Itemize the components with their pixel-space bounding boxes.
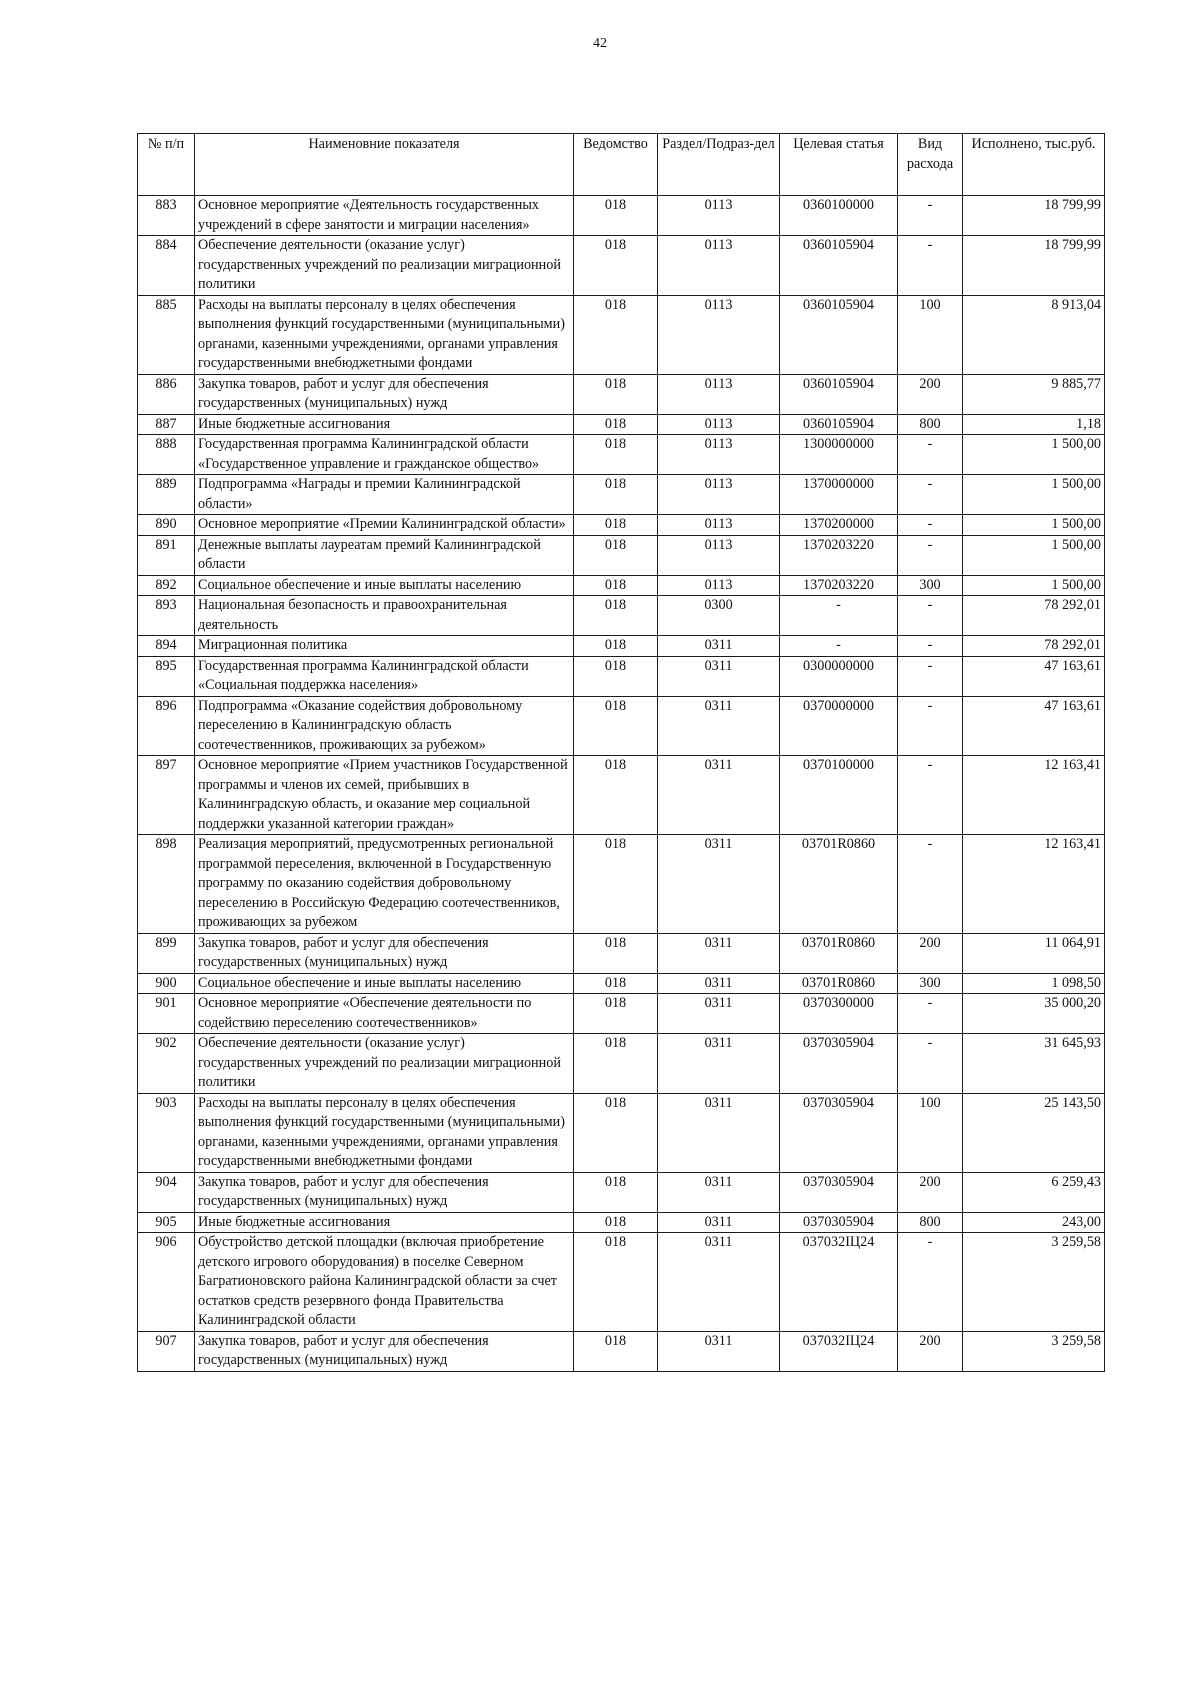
- row-section: 0311: [658, 835, 780, 934]
- row-kind: -: [898, 756, 963, 835]
- row-department: 018: [574, 1212, 658, 1233]
- row-target: -: [780, 596, 898, 636]
- row-name: Миграционная политика: [195, 636, 574, 657]
- row-number: 895: [138, 656, 195, 696]
- row-section: 0113: [658, 535, 780, 575]
- header-kind: Вид расхода: [898, 134, 963, 196]
- table-row: [138, 696, 1105, 756]
- row-number: 905: [138, 1212, 195, 1233]
- row-department: 018: [574, 933, 658, 973]
- row-section: 0311: [658, 1093, 780, 1172]
- row-number: 893: [138, 596, 195, 636]
- header-name: Наименовние показателя: [195, 134, 574, 196]
- row-amount: 11 064,91: [963, 933, 1105, 973]
- row-number: 904: [138, 1172, 195, 1212]
- table-row: [138, 1212, 1105, 1233]
- table-row: [138, 1331, 1105, 1371]
- row-amount: 1 098,50: [963, 973, 1105, 994]
- table-row: [138, 515, 1105, 536]
- row-kind: -: [898, 435, 963, 475]
- table-row: [138, 1093, 1105, 1172]
- row-number: 900: [138, 973, 195, 994]
- table-row: [138, 535, 1105, 575]
- table-row: [138, 656, 1105, 696]
- row-section: 0113: [658, 196, 780, 236]
- row-kind: -: [898, 994, 963, 1034]
- row-department: 018: [574, 236, 658, 296]
- row-kind: -: [898, 1233, 963, 1332]
- row-amount: 3 259,58: [963, 1233, 1105, 1332]
- row-section: 0113: [658, 374, 780, 414]
- row-number: 888: [138, 435, 195, 475]
- row-amount: 78 292,01: [963, 596, 1105, 636]
- header-num: № п/п: [138, 134, 195, 196]
- row-target: 03701R0860: [780, 835, 898, 934]
- row-name: Социальное обеспечение и иные выплаты населению: [195, 575, 574, 596]
- row-department: 018: [574, 1233, 658, 1332]
- row-target: -: [780, 636, 898, 657]
- row-amount: 1 500,00: [963, 435, 1105, 475]
- row-name: Основное мероприятие «Прием участников Государственной программы и членов их семей, прибывших в Калининградскую область, и оказание мер социальной поддержки указанной категории граждан»: [195, 756, 574, 835]
- row-name: Подпрограмма «Награды и премии Калининградской области»: [195, 475, 574, 515]
- row-amount: 3 259,58: [963, 1331, 1105, 1371]
- row-number: 899: [138, 933, 195, 973]
- row-kind: -: [898, 696, 963, 756]
- row-kind: 200: [898, 374, 963, 414]
- header-department: Ведомство: [574, 134, 658, 196]
- row-name: Основное мероприятие «Обеспечение деятельности по содействию переселению соотечественников»: [195, 994, 574, 1034]
- row-kind: -: [898, 236, 963, 296]
- row-name: Государственная программа Калининградской области «Социальная поддержка населения»: [195, 656, 574, 696]
- table-header-row: [138, 134, 1105, 196]
- table-row: [138, 596, 1105, 636]
- row-kind: -: [898, 636, 963, 657]
- row-name: Национальная безопасность и правоохранительная деятельность: [195, 596, 574, 636]
- row-amount: 31 645,93: [963, 1034, 1105, 1094]
- row-name: Расходы на выплаты персоналу в целях обеспечения выполнения функций государственными (муниципальными) органами, казенными учреждениями, органами управления государственными внебюджетными фондами: [195, 295, 574, 374]
- row-department: 018: [574, 1034, 658, 1094]
- row-kind: -: [898, 1034, 963, 1094]
- row-kind: -: [898, 656, 963, 696]
- row-department: 018: [574, 515, 658, 536]
- row-target: 0360100000: [780, 196, 898, 236]
- row-amount: 1,18: [963, 414, 1105, 435]
- row-kind: -: [898, 196, 963, 236]
- row-section: 0311: [658, 756, 780, 835]
- row-department: 018: [574, 535, 658, 575]
- row-department: 018: [574, 295, 658, 374]
- table-row: [138, 933, 1105, 973]
- header-amount: Исполнено, тыс.руб.: [963, 134, 1105, 196]
- row-department: 018: [574, 1331, 658, 1371]
- row-kind: 300: [898, 973, 963, 994]
- row-name: Обеспечение деятельности (оказание услуг) государственных учреждений по реализации миграционной политики: [195, 236, 574, 296]
- row-amount: 12 163,41: [963, 835, 1105, 934]
- row-section: 0311: [658, 656, 780, 696]
- row-section: 0311: [658, 1172, 780, 1212]
- row-section: 0300: [658, 596, 780, 636]
- row-section: 0113: [658, 575, 780, 596]
- row-number: 884: [138, 236, 195, 296]
- row-number: 886: [138, 374, 195, 414]
- row-section: 0311: [658, 933, 780, 973]
- row-name: Иные бюджетные ассигнования: [195, 414, 574, 435]
- row-kind: -: [898, 515, 963, 536]
- row-section: 0311: [658, 636, 780, 657]
- row-target: 0370305904: [780, 1212, 898, 1233]
- row-amount: 6 259,43: [963, 1172, 1105, 1212]
- row-section: 0311: [658, 1331, 780, 1371]
- row-section: 0311: [658, 1233, 780, 1332]
- row-number: 896: [138, 696, 195, 756]
- row-name: Иные бюджетные ассигнования: [195, 1212, 574, 1233]
- row-department: 018: [574, 1172, 658, 1212]
- row-department: 018: [574, 575, 658, 596]
- row-target: 0360105904: [780, 295, 898, 374]
- table-row: [138, 1172, 1105, 1212]
- row-department: 018: [574, 756, 658, 835]
- row-number: 894: [138, 636, 195, 657]
- row-name: Основное мероприятие «Премии Калининградской области»: [195, 515, 574, 536]
- table-row: [138, 414, 1105, 435]
- row-amount: 1 500,00: [963, 475, 1105, 515]
- row-name: Закупка товаров, работ и услуг для обеспечения государственных (муниципальных) нужд: [195, 1331, 574, 1371]
- row-amount: 25 143,50: [963, 1093, 1105, 1172]
- row-section: 0311: [658, 1034, 780, 1094]
- row-department: 018: [574, 994, 658, 1034]
- row-department: 018: [574, 696, 658, 756]
- row-number: 891: [138, 535, 195, 575]
- row-kind: 800: [898, 1212, 963, 1233]
- row-kind: 200: [898, 1331, 963, 1371]
- row-target: 1370200000: [780, 515, 898, 536]
- table-body: [138, 196, 1105, 1372]
- row-name: Обустройство детской площадки (включая приобретение детского игрового оборудования) в поселке Северном Багратионовского района Калининградской области за счет остатков средств резервного фонда Правительства Калининградской области: [195, 1233, 574, 1332]
- row-kind: 100: [898, 295, 963, 374]
- row-kind: -: [898, 835, 963, 934]
- row-target: 0370300000: [780, 994, 898, 1034]
- page-number: 42: [593, 36, 607, 51]
- row-name: Закупка товаров, работ и услуг для обеспечения государственных (муниципальных) нужд: [195, 1172, 574, 1212]
- row-target: 0370305904: [780, 1034, 898, 1094]
- row-department: 018: [574, 196, 658, 236]
- row-number: 889: [138, 475, 195, 515]
- row-number: 898: [138, 835, 195, 934]
- table-row: [138, 196, 1105, 236]
- row-kind: 100: [898, 1093, 963, 1172]
- table-row: [138, 994, 1105, 1034]
- row-amount: 18 799,99: [963, 196, 1105, 236]
- row-section: 0113: [658, 515, 780, 536]
- row-section: 0311: [658, 696, 780, 756]
- row-number: 883: [138, 196, 195, 236]
- row-target: 1370000000: [780, 475, 898, 515]
- row-target: 037032IЦ24: [780, 1233, 898, 1332]
- row-amount: 47 163,61: [963, 696, 1105, 756]
- row-amount: 35 000,20: [963, 994, 1105, 1034]
- row-amount: 18 799,99: [963, 236, 1105, 296]
- row-name: Расходы на выплаты персоналу в целях обеспечения выполнения функций государственными (муниципальными) органами, казенными учреждениями, органами управления государственными внебюджетными фондами: [195, 1093, 574, 1172]
- row-target: 0360105904: [780, 374, 898, 414]
- row-amount: 1 500,00: [963, 515, 1105, 536]
- row-name: Реализация мероприятий, предусмотренных региональной программой переселения, включенной в Государственную программу по оказанию содействия добровольному переселению в Российскую Федерацию соотечественников, проживающих за рубежом: [195, 835, 574, 934]
- row-number: 885: [138, 295, 195, 374]
- row-department: 018: [574, 1093, 658, 1172]
- row-department: 018: [574, 973, 658, 994]
- header-section: Раздел/Подраз-дел: [658, 134, 780, 196]
- table-row: [138, 575, 1105, 596]
- row-target: 1370203220: [780, 575, 898, 596]
- row-target: 0370305904: [780, 1172, 898, 1212]
- row-department: 018: [574, 435, 658, 475]
- row-section: 0113: [658, 236, 780, 296]
- table-row: [138, 1034, 1105, 1094]
- row-section: 0311: [658, 973, 780, 994]
- row-target: 0370305904: [780, 1093, 898, 1172]
- row-number: 907: [138, 1331, 195, 1371]
- row-section: 0311: [658, 1212, 780, 1233]
- row-target: 1370203220: [780, 535, 898, 575]
- row-name: Подпрограмма «Оказание содействия добровольному переселению в Калининградскую область соотечественников, проживающих за рубежом»: [195, 696, 574, 756]
- row-number: 892: [138, 575, 195, 596]
- row-department: 018: [574, 374, 658, 414]
- row-name: Социальное обеспечение и иные выплаты населению: [195, 973, 574, 994]
- row-section: 0113: [658, 414, 780, 435]
- table-row: [138, 636, 1105, 657]
- row-amount: 1 500,00: [963, 535, 1105, 575]
- table-row: [138, 1233, 1105, 1332]
- row-section: 0311: [658, 994, 780, 1034]
- row-department: 018: [574, 636, 658, 657]
- row-amount: 1 500,00: [963, 575, 1105, 596]
- row-target: 0370000000: [780, 696, 898, 756]
- row-department: 018: [574, 414, 658, 435]
- row-department: 018: [574, 475, 658, 515]
- row-amount: 78 292,01: [963, 636, 1105, 657]
- table-row: [138, 435, 1105, 475]
- row-department: 018: [574, 656, 658, 696]
- row-name: Основное мероприятие «Деятельность государственных учреждений в сфере занятости и миграции населения»: [195, 196, 574, 236]
- row-kind: 200: [898, 1172, 963, 1212]
- row-number: 902: [138, 1034, 195, 1094]
- row-target: 03701R0860: [780, 973, 898, 994]
- row-amount: 12 163,41: [963, 756, 1105, 835]
- table-row: [138, 756, 1105, 835]
- row-name: Закупка товаров, работ и услуг для обеспечения государственных (муниципальных) нужд: [195, 933, 574, 973]
- row-amount: 8 913,04: [963, 295, 1105, 374]
- row-number: 906: [138, 1233, 195, 1332]
- row-kind: -: [898, 535, 963, 575]
- row-department: 018: [574, 596, 658, 636]
- row-target: 037032IЦ24: [780, 1331, 898, 1371]
- table-row: [138, 374, 1105, 414]
- row-kind: -: [898, 596, 963, 636]
- row-number: 901: [138, 994, 195, 1034]
- row-amount: 47 163,61: [963, 656, 1105, 696]
- table-row: [138, 236, 1105, 296]
- row-number: 897: [138, 756, 195, 835]
- row-number: 887: [138, 414, 195, 435]
- row-target: 0360105904: [780, 414, 898, 435]
- row-kind: 300: [898, 575, 963, 596]
- table-row: [138, 973, 1105, 994]
- row-section: 0113: [658, 475, 780, 515]
- row-kind: 200: [898, 933, 963, 973]
- row-name: Денежные выплаты лауреатам премий Калининградской области: [195, 535, 574, 575]
- table-row: [138, 295, 1105, 374]
- row-target: 03701R0860: [780, 933, 898, 973]
- table-row: [138, 835, 1105, 934]
- row-kind: 800: [898, 414, 963, 435]
- row-number: 890: [138, 515, 195, 536]
- row-number: 903: [138, 1093, 195, 1172]
- table-row: [138, 475, 1105, 515]
- row-name: Государственная программа Калининградской области «Государственное управление и гражданское общество»: [195, 435, 574, 475]
- row-section: 0113: [658, 295, 780, 374]
- row-name: Закупка товаров, работ и услуг для обеспечения государственных (муниципальных) нужд: [195, 374, 574, 414]
- row-target: 0360105904: [780, 236, 898, 296]
- row-target: 1300000000: [780, 435, 898, 475]
- header-target: Целевая статья: [780, 134, 898, 196]
- row-kind: -: [898, 475, 963, 515]
- row-name: Обеспечение деятельности (оказание услуг) государственных учреждений по реализации миграционной политики: [195, 1034, 574, 1094]
- row-section: 0113: [658, 435, 780, 475]
- row-department: 018: [574, 835, 658, 934]
- budget-table: [137, 133, 1105, 1372]
- row-amount: 243,00: [963, 1212, 1105, 1233]
- row-target: 0370100000: [780, 756, 898, 835]
- row-target: 0300000000: [780, 656, 898, 696]
- row-amount: 9 885,77: [963, 374, 1105, 414]
